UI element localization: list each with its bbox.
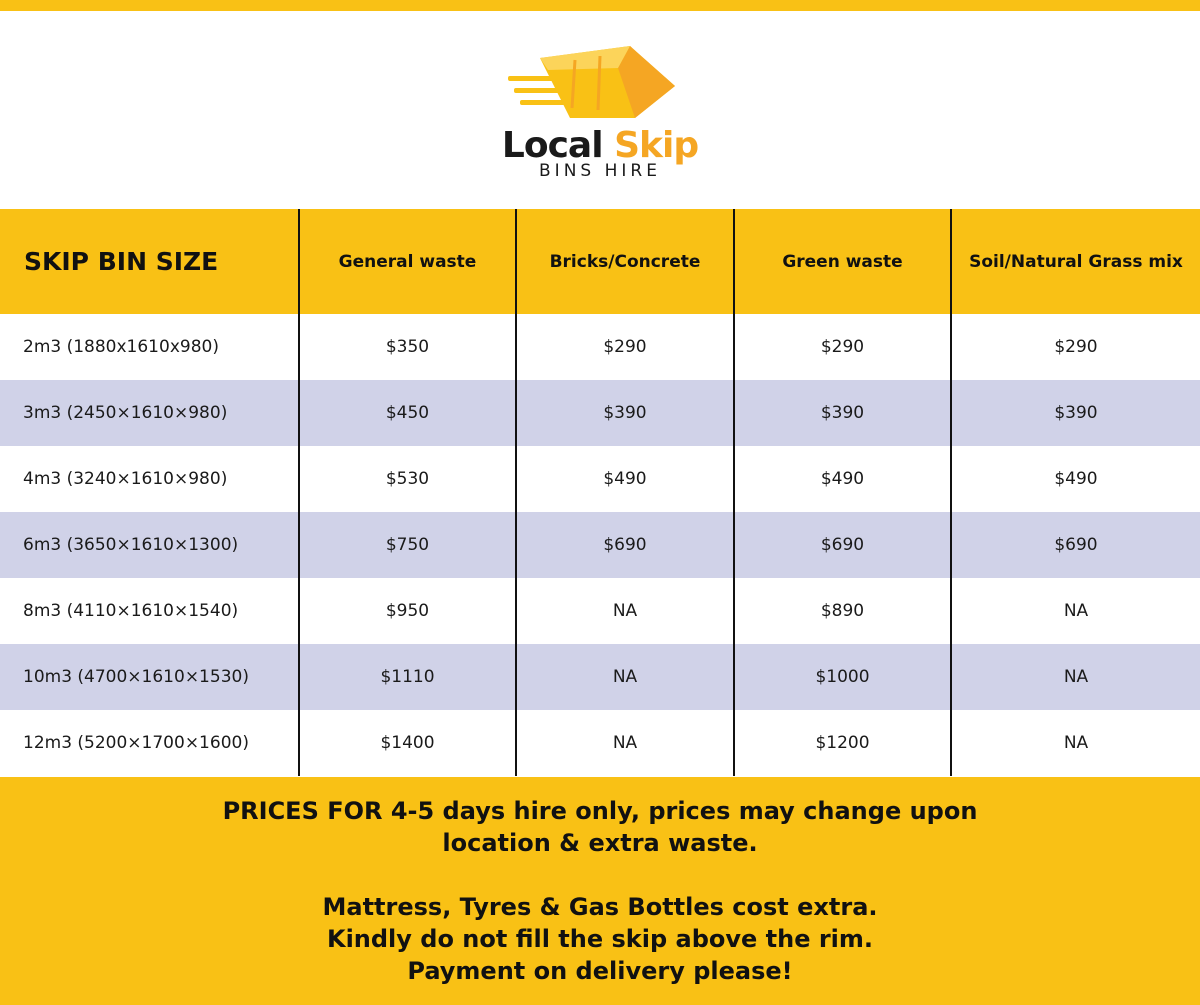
cell-price: $290	[516, 314, 734, 380]
header-general-waste: General waste	[299, 209, 516, 314]
table-row	[0, 644, 1200, 710]
cell-size: 3m3 (2450×1610×980)	[23, 403, 228, 423]
cell-size: 12m3 (5200×1700×1600)	[23, 733, 249, 753]
cell-price: NA	[951, 578, 1200, 644]
cell-price: $450	[299, 380, 516, 446]
notice-line: PRICES FOR 4-5 days hire only, prices may change upon	[222, 797, 978, 825]
cell-price: $290	[734, 314, 951, 380]
skip-bin-icon	[500, 38, 700, 128]
header-skip-bin-size: SKIP BIN SIZE	[24, 247, 219, 276]
logo-word-skip: Skip	[614, 125, 699, 166]
cell-price: NA	[951, 710, 1200, 776]
notice-line: location & extra waste.	[442, 829, 758, 857]
cell-price: NA	[951, 644, 1200, 710]
cell-price: $1200	[734, 710, 951, 776]
notice-line: Kindly do not fill the skip above the rim.	[326, 925, 874, 953]
cell-price: NA	[516, 710, 734, 776]
footer-notice	[0, 777, 1200, 1005]
logo-wordmark	[480, 126, 720, 180]
cell-price: $390	[516, 380, 734, 446]
cell-size: 2m3 (1880x1610x980)	[23, 337, 219, 357]
cell-price: $350	[299, 314, 516, 380]
cell-price: $530	[299, 446, 516, 512]
logo-word-local: Local	[501, 125, 603, 166]
cell-price: NA	[516, 644, 734, 710]
table-row	[0, 512, 1200, 578]
table-row	[0, 710, 1200, 776]
cell-size: 4m3 (3240×1610×980)	[23, 469, 228, 489]
cell-price: $490	[516, 446, 734, 512]
cell-size: 6m3 (3650×1610×1300)	[23, 535, 239, 555]
cell-price: $950	[299, 578, 516, 644]
cell-price: $750	[299, 512, 516, 578]
cell-price: $490	[951, 446, 1200, 512]
cell-price: $690	[734, 512, 951, 578]
header-soil-grass-mix: Soil/Natural Grass mix	[951, 209, 1200, 314]
cell-price: $290	[951, 314, 1200, 380]
logo	[480, 30, 720, 190]
cell-price: $1400	[299, 710, 516, 776]
logo-subtitle: BINS HIRE	[539, 161, 661, 181]
table-row	[0, 380, 1200, 446]
notice-line: Mattress, Tyres & Gas Bottles cost extra.	[322, 893, 878, 921]
cell-price: $1110	[299, 644, 516, 710]
cell-price: $1000	[734, 644, 951, 710]
cell-size: 10m3 (4700×1610×1530)	[23, 667, 249, 687]
table-row	[0, 578, 1200, 644]
table-header-row	[0, 209, 1200, 314]
header-green-waste: Green waste	[734, 209, 951, 314]
cell-price: $890	[734, 578, 951, 644]
cell-price: $390	[951, 380, 1200, 446]
cell-price: $690	[516, 512, 734, 578]
cell-size: 8m3 (4110×1610×1540)	[23, 601, 239, 621]
header-bricks-concrete: Bricks/Concrete	[516, 209, 734, 314]
table-row	[0, 314, 1200, 380]
cell-price: $490	[734, 446, 951, 512]
notice-line: Payment on delivery please!	[407, 957, 793, 985]
table-row	[0, 446, 1200, 512]
cell-price: $390	[734, 380, 951, 446]
top-accent-bar	[0, 0, 1200, 11]
price-table	[0, 209, 1200, 776]
cell-price: NA	[516, 578, 734, 644]
cell-price: $690	[951, 512, 1200, 578]
